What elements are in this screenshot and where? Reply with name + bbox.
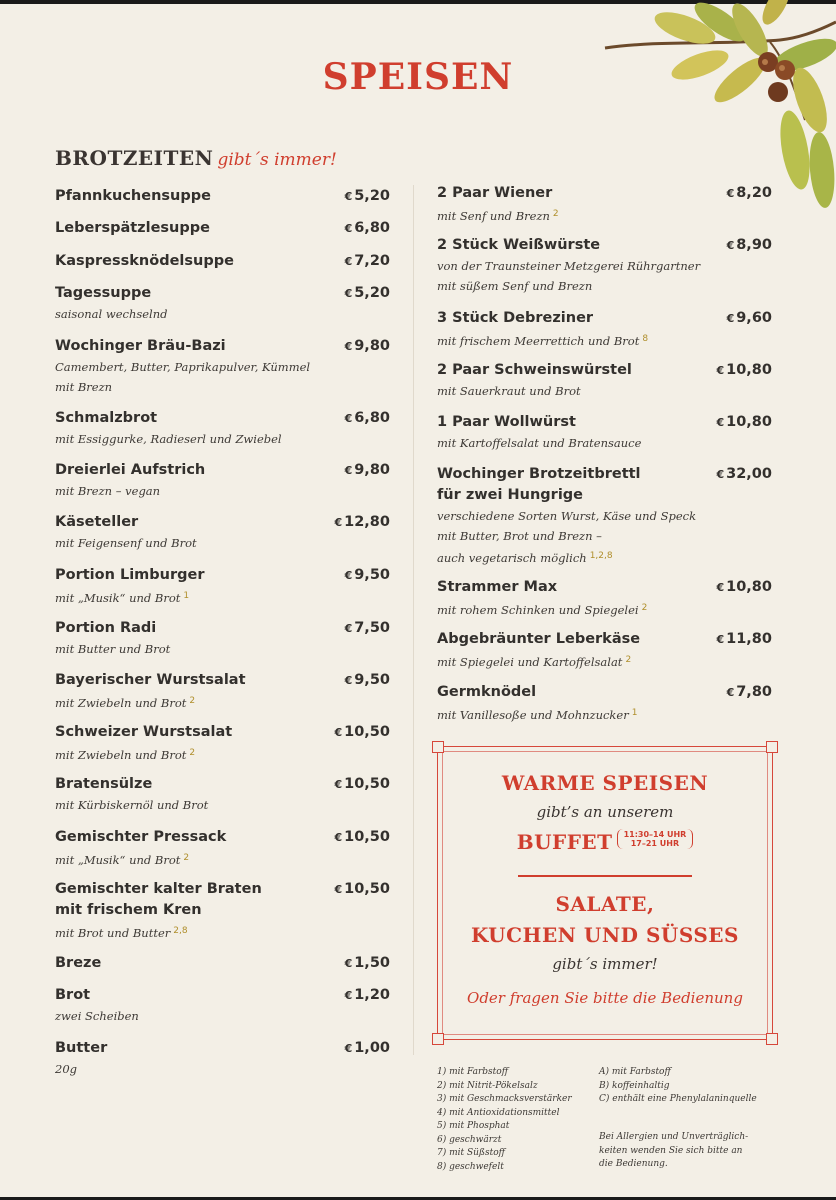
menu-item — [55, 251, 390, 272]
currency-symbol: € — [344, 222, 353, 235]
item-name: Kaspressknödelsuppe — [55, 253, 234, 269]
menu-item — [55, 670, 390, 713]
currency-symbol: € — [344, 622, 353, 635]
box-corner — [766, 741, 778, 753]
always-tagline: gibt´s immer! — [552, 955, 658, 973]
menu-item — [437, 629, 772, 672]
item-name: 2 Stück Weißwürste — [437, 237, 601, 253]
item-name: Tagessuppe — [55, 285, 152, 301]
item-price: € 6,80 — [344, 410, 390, 426]
item-name: Wochinger Bräu-Bazi — [55, 338, 226, 354]
menu-item — [437, 235, 772, 296]
item-price: € 7,80 — [726, 684, 772, 700]
item-price: € 10,50 — [334, 776, 390, 792]
additive-note: 1 — [631, 708, 638, 718]
menu-item — [437, 464, 772, 568]
item-name: Gemischter Pressack — [55, 829, 227, 845]
item-name: Bayerischer Wurstsalat — [55, 672, 246, 688]
item-price: € 8,90 — [726, 237, 772, 253]
currency-symbol: € — [726, 312, 735, 325]
allergy-note: Bei Allergien und Unverträglich- keiten wenden Sie sich bitte an die Bedienung. — [599, 1132, 749, 1169]
item-price: € 9,60 — [726, 310, 772, 326]
menu-item — [55, 512, 390, 553]
item-price: € 5,20 — [344, 188, 390, 204]
currency-symbol: € — [344, 190, 353, 203]
menu-item — [55, 879, 390, 943]
item-description: mit Spiegelei und Kartoffelsalat $^2$ — [437, 655, 632, 669]
item-price: € 10,80 — [716, 362, 772, 378]
item-name: Schmalzbrot — [55, 410, 158, 426]
additive-note: 2 — [189, 748, 196, 758]
item-name: Leberspätzlesuppe — [55, 220, 210, 236]
item-name: Germknödel — [437, 684, 537, 700]
additive-note: 1 — [183, 591, 190, 601]
item-name: Pfannkuchensuppe — [55, 188, 211, 204]
additive-note: 2 — [189, 696, 196, 706]
additive-note: 2 — [552, 209, 559, 219]
currency-symbol: € — [334, 516, 343, 529]
item-price: € 1,20 — [344, 987, 390, 1003]
salads-heading: SALATE, — [555, 892, 655, 916]
currency-symbol: € — [344, 957, 353, 970]
additive-note: 8 — [642, 334, 649, 344]
item-price: € 6,80 — [344, 220, 390, 236]
currency-symbol: € — [334, 778, 343, 791]
menu-item — [437, 577, 772, 620]
item-description: mit Brezn — [55, 380, 113, 394]
menu-item — [55, 336, 390, 397]
currency-symbol: € — [344, 569, 353, 582]
item-price: € 5,20 — [344, 285, 390, 301]
item-description: mit frischem Meerrettich und Brot $^8$ — [437, 334, 649, 348]
item-price: € 9,50 — [344, 672, 390, 688]
additive-note: 2,8 — [173, 926, 188, 936]
ask-staff-note: Oder fragen Sie bitte die Bedienung — [467, 989, 743, 1007]
item-name: Schweizer Wurstsalat — [55, 724, 233, 740]
currency-symbol: € — [716, 416, 725, 429]
item-description: mit Butter, Brot und Brezn – — [437, 529, 602, 543]
item-description: mit Kürbiskernöl und Brot — [55, 798, 209, 812]
menu-item — [55, 186, 390, 207]
item-name: Portion Radi — [55, 620, 157, 636]
item-name-line2: mit frischem Kren — [55, 902, 202, 918]
item-description: saisonal wechselnd — [55, 307, 168, 321]
item-description: verschiedene Sorten Wurst, Käse und Speck — [437, 509, 697, 523]
currency-symbol: € — [344, 287, 353, 300]
menu-item — [55, 218, 390, 239]
item-price: € 7,20 — [344, 253, 390, 269]
currency-symbol: € — [726, 187, 735, 200]
menu-item — [55, 408, 390, 449]
menu-item — [55, 774, 390, 815]
item-price: € 32,00 — [716, 466, 772, 482]
item-description: mit Senf und Brezn $^2$ — [437, 209, 559, 223]
menu-item — [55, 827, 390, 870]
item-description: auch vegetarisch möglich $^{1,2,8}$ — [437, 551, 613, 565]
menu-item — [55, 565, 390, 608]
column-divider — [413, 185, 414, 1055]
buffet-info-box — [437, 746, 773, 1040]
additive-note: 2 — [641, 603, 648, 613]
item-price: € 1,50 — [344, 955, 390, 971]
item-description: mit Kartoffelsalat und Bratensauce — [437, 436, 642, 450]
item-name: Butter — [55, 1040, 108, 1056]
menu-item — [55, 1038, 390, 1079]
item-name: Brot — [55, 987, 91, 1003]
section-title: BROTZEITEN — [55, 146, 214, 170]
currency-symbol: € — [334, 831, 343, 844]
item-description: mit Feigensenf und Brot — [55, 536, 197, 550]
additive-note: 1,2,8 — [589, 551, 613, 561]
section-tagline: gibt´s immer! — [217, 150, 337, 170]
box-corner — [432, 1033, 444, 1045]
buffet-hours: 11:30–14 UHR 17–21 UHR — [617, 829, 694, 849]
currency-symbol: € — [726, 686, 735, 699]
item-price: € 9,50 — [344, 567, 390, 583]
item-description: mit Sauerkraut und Brot — [437, 384, 581, 398]
buffet-line — [438, 829, 772, 854]
buffet-heading: BUFFET — [516, 830, 613, 854]
currency-symbol: € — [344, 989, 353, 1002]
additives-legend: 1) mit Farbstoff 2) mit Nitrit-Pökelsalz 3) mit Geschmacksverstärker 4) mit Antioxidationsmittel 5) mit Phosphat 6) geschwärzt 7) mit Süßstoff 8) geschwefelt — [437, 1067, 572, 1172]
item-name: Abgebräunter Leberkäse — [437, 631, 641, 647]
item-name-line2: für zwei Hungrige — [437, 487, 584, 503]
item-name: Dreierlei Aufstrich — [55, 462, 206, 478]
page-title: SPEISEN — [322, 56, 514, 98]
item-price: € 7,50 — [344, 620, 390, 636]
currency-symbol: € — [716, 468, 725, 481]
item-description: mit Brot und Butter $^{2,8}$ — [55, 926, 188, 940]
buffet-subline: gibt’s an unserem — [536, 803, 674, 821]
box-corner — [432, 741, 444, 753]
item-description: von der Traunsteiner Metzgerei Rührgartner — [437, 259, 701, 273]
item-price: € 10,50 — [334, 724, 390, 740]
section-heading — [55, 146, 337, 170]
menu-item — [55, 460, 390, 501]
menu-item — [437, 308, 772, 351]
menu-item — [55, 283, 390, 324]
menu-item — [55, 618, 390, 659]
item-price: € 12,80 — [334, 514, 390, 530]
currency-symbol: € — [334, 883, 343, 896]
item-price: € 10,50 — [334, 829, 390, 845]
menu-item — [437, 360, 772, 401]
item-description: mit Butter und Brot — [55, 642, 171, 656]
item-description: mit „Musik“ und Brot $^1$ — [55, 591, 190, 605]
item-name: Gemischter kalter Braten — [55, 881, 262, 897]
item-description: mit Zwiebeln und Brot $^2$ — [55, 696, 196, 710]
item-price: € 10,80 — [716, 579, 772, 595]
item-description: mit Brezn – vegan — [55, 484, 161, 498]
item-price: € 9,80 — [344, 338, 390, 354]
item-name: 2 Paar Wiener — [437, 185, 553, 201]
item-description: mit süßem Senf und Brezn — [437, 279, 593, 293]
item-description: mit Essiggurke, Radieserl und Zwiebel — [55, 432, 282, 446]
currency-symbol: € — [334, 726, 343, 739]
currency-symbol: € — [716, 364, 725, 377]
item-name: Käseteller — [55, 514, 139, 530]
menu-item — [437, 412, 772, 453]
currency-symbol: € — [344, 255, 353, 268]
item-name: 2 Paar Schweinswürstel — [437, 362, 632, 378]
box-corner — [766, 1033, 778, 1045]
currency-symbol: € — [716, 581, 725, 594]
item-name: 3 Stück Debreziner — [437, 310, 594, 326]
item-price: € 1,00 — [344, 1040, 390, 1056]
item-description: mit Vanillesoße und Mohnzucker $^1$ — [437, 708, 638, 722]
item-description: mit Zwiebeln und Brot $^2$ — [55, 748, 196, 762]
currency-symbol: € — [344, 340, 353, 353]
item-description: Camembert, Butter, Paprikapulver, Kümmel — [55, 360, 311, 374]
menu-item — [437, 183, 772, 226]
currency-symbol: € — [344, 412, 353, 425]
currency-symbol: € — [344, 464, 353, 477]
menu-item — [437, 682, 772, 725]
item-name: Strammer Max — [437, 579, 558, 595]
item-description: 20g — [55, 1062, 77, 1076]
item-price: € 9,80 — [344, 462, 390, 478]
item-name: 1 Paar Wollwürst — [437, 414, 576, 430]
currency-symbol: € — [344, 674, 353, 687]
menu-item — [55, 985, 390, 1026]
drinks-legend: A) mit Farbstoff B) koffeinhaltig C) enthält eine Phenylalaninquelle — [599, 1067, 757, 1104]
currency-symbol: € — [716, 633, 725, 646]
item-description: mit rohem Schinken und Spiegelei $^2$ — [437, 603, 648, 617]
item-price: € 10,50 — [334, 881, 390, 897]
item-name: Breze — [55, 955, 102, 971]
item-name: Wochinger Brotzeitbrettl — [437, 466, 641, 482]
cakes-heading: KUCHEN UND SÜSSES — [471, 923, 739, 947]
warm-food-heading: WARME SPEISEN — [501, 771, 709, 795]
menu-item — [55, 722, 390, 765]
item-price: € 11,80 — [716, 631, 772, 647]
item-description: zwei Scheiben — [55, 1009, 139, 1023]
item-name: Bratensülze — [55, 776, 153, 792]
menu-item — [55, 953, 390, 974]
item-name: Portion Limburger — [55, 567, 205, 583]
currency-symbol: € — [344, 1042, 353, 1055]
additive-note: 2 — [625, 655, 632, 665]
box-divider — [518, 875, 692, 877]
additive-note: 2 — [183, 853, 190, 863]
item-price: € 10,80 — [716, 414, 772, 430]
item-price: € 8,20 — [726, 185, 772, 201]
item-description: mit „Musik“ und Brot $^2$ — [55, 853, 190, 867]
currency-symbol: € — [726, 239, 735, 252]
